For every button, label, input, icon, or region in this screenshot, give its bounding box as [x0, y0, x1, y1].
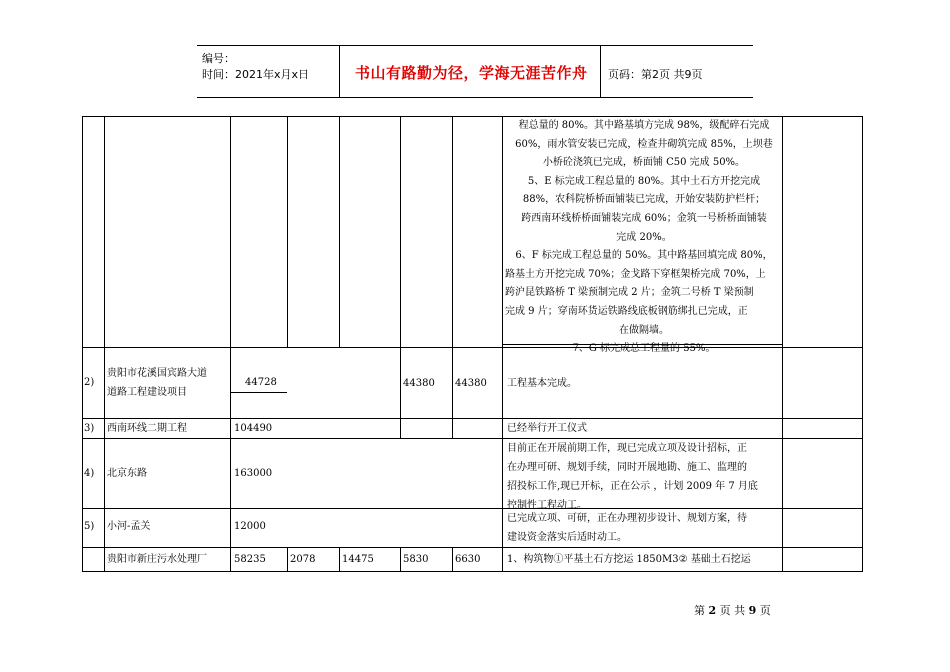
serial-label: 编号：: [202, 52, 235, 65]
col-line-7: [502, 116, 503, 572]
header-divider-right: [600, 46, 601, 98]
row-line-5: [82, 547, 862, 548]
progress-line: 88%，农科院桥桥面铺装已完成，开始安装防护栏杆；: [522, 194, 766, 206]
desc-line: 在办理可研、规划手续，同时开展地勘、施工、监理的: [507, 462, 747, 473]
col-line-5: [400, 116, 401, 438]
value-col6: 44380: [403, 378, 435, 389]
row-index: 3): [84, 423, 95, 434]
col-line-3b: [287, 547, 288, 572]
progress-line: 5、E 标完成工程总量的 80%。其中土石方开挖完成: [527, 175, 761, 187]
project-name: [107, 364, 207, 402]
progress-line: 7、G 标完成总工程量的 55%。: [572, 343, 716, 355]
progress-desc: [507, 439, 783, 515]
header-bottom-rule: [197, 97, 753, 98]
progress-desc: [507, 509, 783, 547]
progress-desc: [507, 550, 783, 569]
total-investment: 12000: [234, 521, 266, 532]
desc-line: 已经举行开工仪式: [507, 423, 587, 434]
progress-line: 程总量的 80%。其中路基填方完成 98%，级配碎石完成: [518, 120, 770, 131]
value-col4: 2078: [290, 554, 316, 565]
page-info: 页码：第2页 共9页: [608, 68, 703, 81]
desc-line: 控制性工程动工。: [507, 500, 587, 511]
progress-line: 跨沪昆铁路桥 T 梁预制完成 2 片；金筑二号桥 T 梁预制: [505, 287, 754, 299]
project-name: 贵阳市新庄污水处理厂: [107, 554, 207, 565]
col-line-2: [230, 116, 231, 572]
footer-total-pages: 9: [748, 604, 757, 617]
row-index: 4): [84, 468, 95, 479]
footer-page-number: 2: [708, 604, 717, 617]
progress-line: 60%，雨水管安装已完成，检查井砌筑完成 85%，上坝巷: [515, 138, 773, 150]
project-name: 小河-孟关: [107, 521, 151, 532]
col-line-3: [287, 116, 288, 348]
col-line-5b: [400, 547, 401, 572]
cell-underline-44728: [230, 392, 287, 393]
desc-line: 目前正在开展前期工作，现已完成立项及设计招标，正: [507, 443, 747, 454]
progress-line: 6、F 标完成工程总量的 50%。其中路基回填完成 80%，: [515, 250, 773, 262]
project-name: 北京东路: [107, 468, 147, 479]
progress-line: 跨西南环线桥桥面铺装完成 60%；金筑一号桥桥面铺装: [521, 212, 767, 224]
value-col7: 44380: [455, 378, 487, 389]
desc-line: 1、构筑物①平基土石方挖运 1850M3② 基础土石挖运: [507, 554, 751, 565]
col-line-9: [862, 116, 863, 572]
project-name-line: 道路工程建设项目: [107, 387, 187, 398]
desc-line: 已完成立项、可研，正在办理初步设计、规划方案，待: [507, 513, 747, 524]
footer-post: 页: [756, 604, 771, 617]
progress-line: 完成 9 片；穿南环货运铁路线底板钢筋绑扎已完成，正: [505, 305, 748, 317]
col-line-0: [82, 116, 83, 572]
value-col5: 14475: [342, 554, 374, 565]
col-line-6: [452, 116, 453, 438]
progress-text-block: [505, 117, 783, 359]
total-investment: 104490: [234, 423, 273, 434]
progress-line: 完成 20%。: [616, 231, 672, 243]
desc-line: 工程基本完成。: [507, 378, 577, 389]
col-line-4: [339, 116, 340, 348]
desc-line: 建设资金落实后适时动工。: [507, 532, 627, 543]
col-line-1: [104, 116, 105, 572]
col-line-6b: [452, 547, 453, 572]
project-name: 西南环线二期工程: [107, 423, 187, 434]
header-divider-left: [339, 46, 340, 98]
table-bottom-line: [82, 571, 862, 572]
motto-text: 书山有路勤为径，学海无涯苦作舟: [355, 64, 588, 82]
page-footer: [694, 602, 771, 618]
value-col6: 5830: [403, 554, 429, 565]
col-line-4b: [339, 547, 340, 572]
value-col7: 6630: [455, 554, 481, 565]
header-top-rule: [197, 45, 753, 46]
progress-line: 在做隔墙。: [619, 324, 669, 336]
progress-desc: [507, 419, 783, 438]
desc-line: 招投标工作,现已开标，正在公示 ，计划 2009 年 7 月底: [507, 481, 758, 492]
progress-desc: [507, 374, 783, 393]
total-investment: 44728: [245, 377, 277, 388]
row-index: 5): [84, 521, 95, 532]
project-name-line: 贵阳市花溪国宾路大道: [107, 368, 207, 379]
date-text: 时间：2021年x月x日: [202, 68, 310, 81]
progress-line: 路基土方开挖完成 70%；金戈路下穿框架桥完成 70%，上: [505, 268, 766, 280]
row-index: 2): [84, 377, 95, 388]
footer-mid: 页 共: [716, 604, 749, 617]
total-investment: 58235: [234, 554, 266, 565]
progress-line: 小桥砼浇筑已完成，桥面铺 C50 完成 50%。: [542, 157, 746, 169]
footer-pre: 第: [694, 604, 709, 617]
total-investment: 163000: [234, 468, 273, 479]
